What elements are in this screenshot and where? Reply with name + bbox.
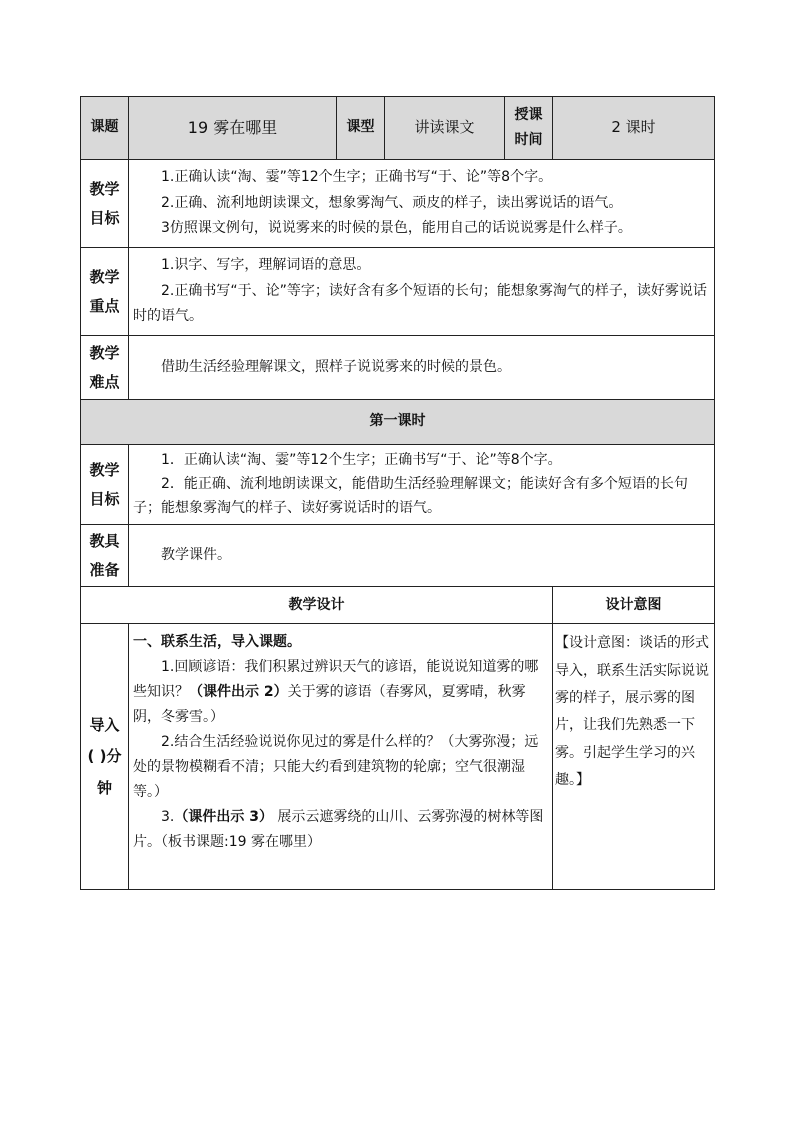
- step3-text-a: 3.: [161, 808, 175, 825]
- intent-header: 设计意图: [553, 587, 715, 624]
- design-step-2: 2.结合生活经验说说你见过的雾是什么样的？（大雾弥漫；远处的景物模糊看不清；只能大约看到建筑物的轮廓；空气很潮湿等。）: [133, 734, 539, 800]
- period-goals-label-line2: 目标: [89, 489, 120, 508]
- difficulties-label-line1: 教学: [89, 344, 120, 362]
- key-point-item: 1.识字、写字，理解词语的意思。: [161, 256, 371, 273]
- goal-item: 1.正确认读“淘、霎”等12个生字；正确书写“于、论”等8个字。: [161, 168, 553, 185]
- lesson-title: 19 雾在哪里: [129, 97, 337, 160]
- tools-label-line2: 准备: [89, 560, 120, 579]
- period-goal-item: 1．正确认读“淘、霎”等12个生字；正确书写“于、论”等8个字。: [161, 452, 562, 468]
- design-step-3: [133, 805, 548, 855]
- step3-text-c: 展示云遮雾绕的山川、云雾弥漫的树林等图片。（板书课题:19 雾在哪里）: [133, 808, 544, 850]
- tools-content: [129, 525, 715, 587]
- goals-label-line1: 教学: [89, 180, 120, 198]
- key-points-content: [129, 248, 715, 336]
- stage-label-line3: 钟: [96, 778, 112, 797]
- tools-row: [81, 525, 715, 587]
- goal-item: 2.正确、流利地朗读课文，想象雾淘气、顽皮的样子，读出雾说话的语气。: [161, 194, 623, 211]
- tools-text: 教学课件。: [161, 547, 231, 564]
- design-header: 教学设计: [81, 587, 553, 624]
- goal-item: 3仿照课文例句，说说雾来的时候的景色，能用自己的话说说雾是什么样子。: [161, 220, 632, 237]
- key-points-label: [81, 248, 129, 336]
- stage-label-line2: ( )分: [87, 747, 122, 766]
- difficulties-content: [129, 336, 715, 400]
- key-points-label-line2: 重点: [89, 296, 120, 315]
- step1-text-a: 1.回顾谚语：我们积累过辨识天气的谚语，能说说知道雾的哪些知识？: [133, 659, 539, 701]
- time-label-line2: 时间: [514, 132, 543, 148]
- tools-label-line1: 教具: [89, 532, 120, 551]
- period-goals-label-line1: 教学: [89, 461, 120, 480]
- difficulties-row: [81, 336, 715, 400]
- design-content: [129, 624, 553, 890]
- design-header-row: [81, 587, 715, 624]
- step1-courseware: （课件出示 2）: [189, 684, 288, 701]
- tools-label: [81, 525, 129, 587]
- lesson-plan-page: [80, 96, 714, 890]
- type-label: 课型: [337, 97, 385, 160]
- difficulties-label: [81, 336, 129, 400]
- header-row: [81, 97, 715, 160]
- goals-row: [81, 160, 715, 248]
- goals-label-line2: 目标: [89, 208, 120, 227]
- lesson-label: 课题: [81, 97, 129, 160]
- first-period-row: [81, 400, 715, 445]
- intent-content: [553, 624, 715, 890]
- key-points-label-line1: 教学: [89, 268, 120, 286]
- step1-text-c: 关于雾的谚语（春雾风，夏雾晴，秋雾阴，冬雾雪。）: [133, 684, 526, 726]
- first-period-title: 第一课时: [81, 400, 715, 445]
- period-goal-item: 2．能正确、流利地朗读课文，能借助生活经验理解课文；能读好含有多个短语的长句子；能想象雾淘气的样子、读好雾说话时的语气。: [133, 475, 688, 516]
- intro-row: [81, 624, 715, 890]
- key-point-item: 2.正确书写“于、论”等字；读好含有多个短语的长句；能想象雾淘气的样子，读好雾说话时的语气。: [133, 282, 707, 325]
- difficulties-label-line2: 难点: [89, 372, 120, 391]
- period-goals-content: [129, 445, 715, 525]
- type-value: 讲读课文: [385, 97, 505, 160]
- stage-label-line1: 导入: [89, 715, 120, 734]
- time-label: [505, 97, 553, 160]
- stage-label: [81, 624, 129, 890]
- time-value: 2 课时: [553, 97, 715, 160]
- period-goals-label: [81, 445, 129, 525]
- time-label-line1: 授课: [514, 106, 543, 123]
- key-points-row: [81, 248, 715, 336]
- period-goals-row: [81, 445, 715, 525]
- goals-label: [81, 160, 129, 248]
- difficulties-text: 借助生活经验理解课文，照样子说说雾来的时候的景色。: [161, 358, 511, 375]
- design-step-1: [133, 655, 548, 730]
- lesson-plan-table: [80, 96, 715, 890]
- goals-content: [129, 160, 715, 248]
- intent-text: 【设计意图：谈话的形式导入，联系生活实际说说雾的样子，展示雾的图片，让我们先熟悉一下雾。引起学生学习的兴趣。】: [555, 635, 709, 788]
- step3-courseware: （课件出示 3）: [174, 808, 273, 825]
- section-title: 一、联系生活，导入课题。: [133, 634, 301, 651]
